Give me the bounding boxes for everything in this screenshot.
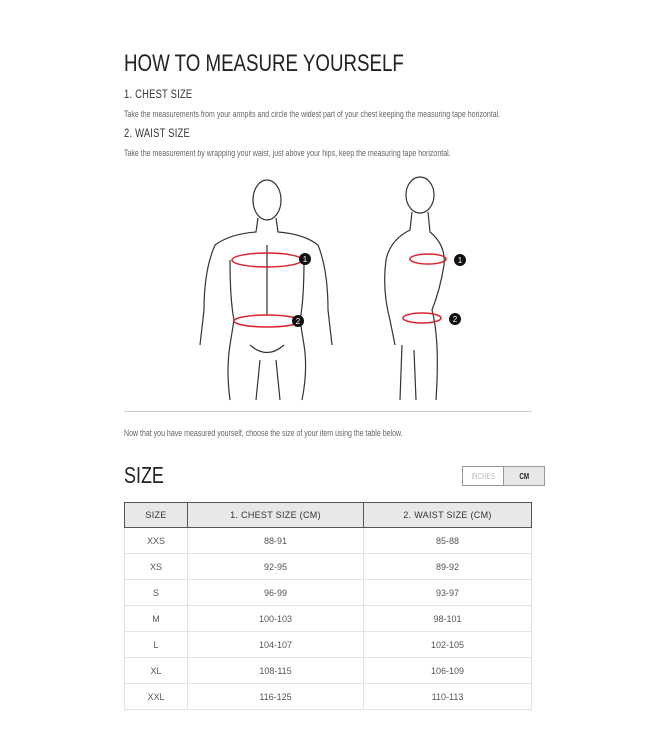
waist-text: Take the measurement by wrapping your waist, just above your hips, keep the measuring tape horizontal. [124,148,451,158]
table-row [125,684,532,710]
chest-cell: 92-95 [188,554,364,580]
chest-cell: 96-99 [188,580,364,606]
waist-cell: 102-105 [364,632,532,658]
chest-cell: 116-125 [188,684,364,710]
table-row [125,580,532,606]
table-row [125,658,532,684]
table-row [125,528,532,554]
header-size: SIZE [125,503,188,528]
divider [124,411,532,412]
size-cell: S [125,580,188,606]
size-cell: XL [125,658,188,684]
chest-cell: 100-103 [188,606,364,632]
marker-2: 2 [452,315,458,324]
intro-text: Now that you have measured yourself, choose the size of your item using the table below. [124,428,403,438]
table-row [125,632,532,658]
header-waist: 2. WAIST SIZE (CM) [364,503,532,528]
size-cell: L [125,632,188,658]
size-cell: XXL [125,684,188,710]
size-table [124,502,532,710]
table-row [125,606,532,632]
marker-1: 1 [302,255,308,264]
page-title: HOW TO MEASURE YOURSELF [124,50,404,77]
size-title: SIZE [124,462,164,488]
marker-2: 2 [295,317,301,326]
table-row [125,554,532,580]
size-cell: XXS [125,528,188,554]
chest-text: Take the measurements from your armpits and circle the widest part of your chest keeping the measuring tape horizontal. [124,109,501,119]
side-figure [385,177,466,400]
chest-cell: 104-107 [188,632,364,658]
front-figure [200,180,332,400]
waist-cell: 89-92 [364,554,532,580]
chest-cell: 88-91 [188,528,364,554]
size-cell: XS [125,554,188,580]
size-cell: M [125,606,188,632]
inches-button[interactable]: INCHES [463,467,503,485]
waist-cell: 110-113 [364,684,532,710]
marker-1: 1 [457,256,463,265]
chest-cell: 108-115 [188,658,364,684]
unit-toggle[interactable] [462,466,545,486]
chest-heading: 1. CHEST SIZE [124,87,193,101]
waist-heading: 2. WAIST SIZE [124,126,190,140]
cm-button[interactable]: CM [503,467,544,485]
measurement-illustration [190,170,480,402]
waist-cell: 98-101 [364,606,532,632]
waist-cell: 93-97 [364,580,532,606]
waist-cell: 85-88 [364,528,532,554]
waist-cell: 106-109 [364,658,532,684]
header-chest: 1. CHEST SIZE (CM) [188,503,364,528]
